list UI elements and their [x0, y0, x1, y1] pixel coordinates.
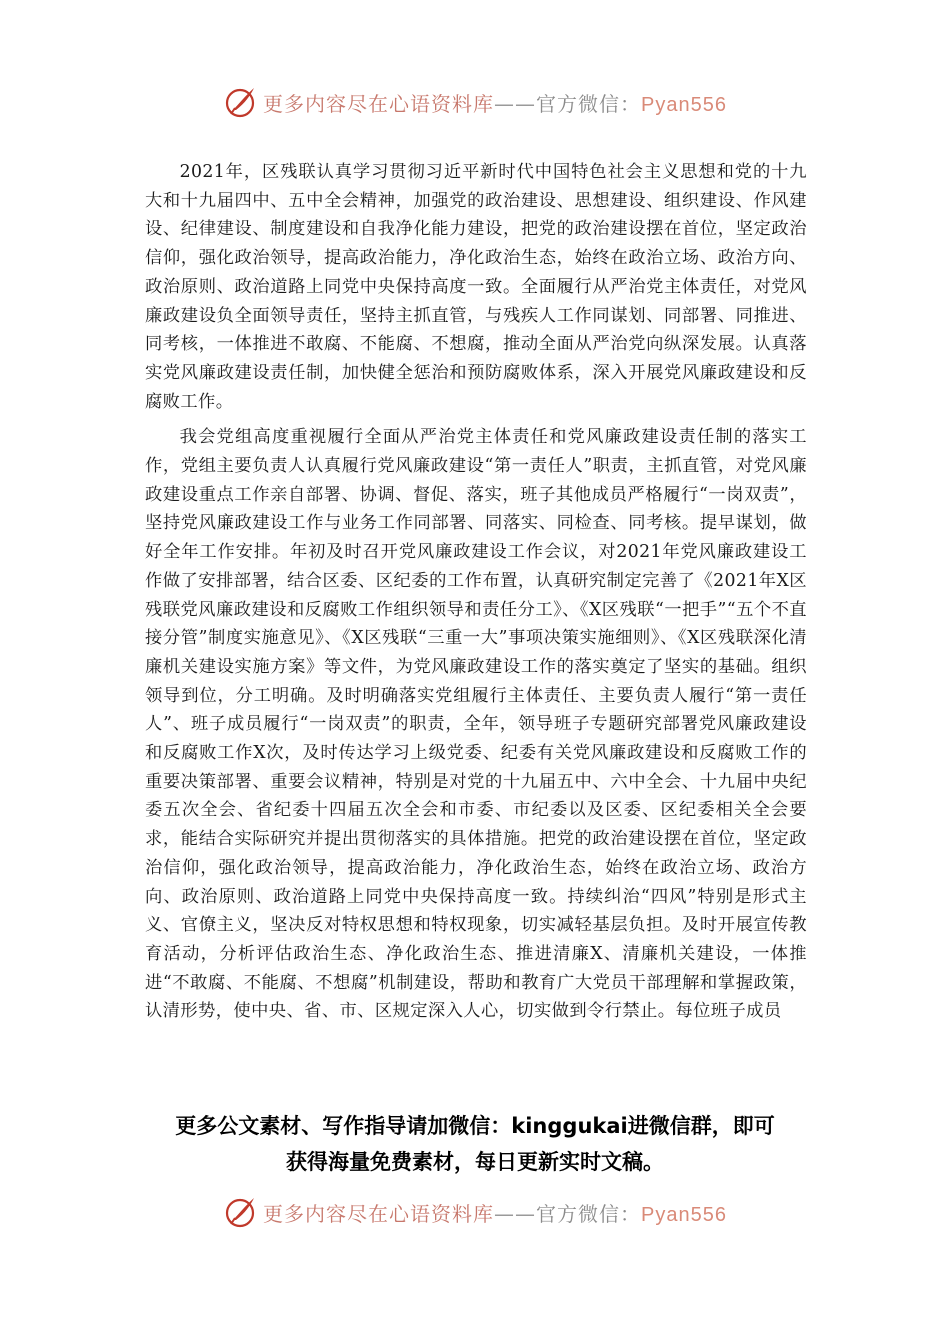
promo-line-1: 更多公文素材、写作指导请加微信：kinggukai进微信群，即可 — [175, 1114, 775, 1138]
quill-logo-icon — [223, 84, 259, 120]
banner-site-text: 更多内容尽在心语资料库 — [263, 1201, 495, 1226]
footer-banner — [0, 1190, 950, 1234]
banner-text — [263, 88, 727, 117]
body-paragraph: 我会党组高度重视履行全面从严治党主体责任和党风廉政建设责任制的落实工作，党组主要负责人认真履行党风廉政建设“第一责任人”职责，主抓直管，对党风廉政建设重点工作亲自部署、协调、督促、落实，班子其他成员严格履行“一岗双责”，坚持党风廉政建设工作与业务工作同部署、同落实、同检查、同考核。提早谋划，做好全年工作安排。年初及时召开党风廉政建设工作会议，对2021年党风廉政建设工作做了安排部署，结合区委、区纪委的工作布置，认真研究制定完善了《2021年X区残联党风廉政建设和反腐败工作组织领导和责任分工》、《X区残联“一把手”“五个不直接分管”制度实施意见》、《X区残联“三重一大”事项决策实施细则》、《X区残联深化清廉机关建设实施方案》等文件，为党风廉政建设工作的落实奠定了坚实的基础。组织领导到位，分工明确。及时明确落实党组履行主体责任、主要负责人履行“第一责任人”、班子成员履行“一岗双责”的职责，全年，领导班子专题研究部署党风廉政建设和反腐败工作X次，及时传达学习上级党委、纪委有关党风廉政建设和反腐败工作的重要决策部署、重要会议精神，特别是对党的十九届五中、六中全会、十九届中央纪委五次全会、省纪委十四届五次全会和市委、市纪委以及区委、区纪委相关全会要求，能结合实际研究并提出贯彻落实的具体措施。把党的政治建设摆在首位，坚定政治信仰，强化政治领导，提高政治能力，净化政治生态，始终在政治立场、政治方向、政治原则、政治道路上同党中央保持高度一致。持续纠治“四风”特别是形式主义、官僚主义，坚决反对特权思想和特权现象，切实减轻基层负担。及时开展宣传教育活动，分析评估政治生态、净化政治生态、推进清廉X、清廉机关建设，一体推进“不敢腐、不能腐、不想腐”机制建设，帮助和教育广大党员干部理解和掌握政策，认清形势，使中央、省、市、区规定深入人心，切实做到令行禁止。每位班子成员 — [145, 427, 807, 1022]
banner-text — [263, 1198, 727, 1227]
promo-line-2: 获得海量免费素材，每日更新实时文稿。 — [286, 1150, 664, 1174]
quill-logo-icon — [223, 1194, 259, 1230]
banner-separator: —— — [494, 91, 537, 116]
promo-notice — [120, 1108, 830, 1180]
banner-site-text: 更多内容尽在心语资料库 — [263, 91, 495, 116]
banner-wechat-id: Pyan556 — [641, 1203, 727, 1226]
banner-separator: —— — [494, 1201, 537, 1226]
banner-wechat-id: Pyan556 — [641, 93, 727, 116]
banner-wechat-label: 官方微信： — [536, 1201, 642, 1226]
banner-wechat-label: 官方微信： — [536, 91, 642, 116]
body-paragraph: 2021年，区残联认真学习贯彻习近平新时代中国特色社会主义思想和党的十九大和十九届四中、五中全会精神，加强党的政治建设、思想建设、组织建设、作风建设、纪律建设、制度建设和自我净化能力建设，把党的政治建设摆在首位，坚定政治信仰，强化政治领导，提高政治能力，净化政治生态，始终在政治立场、政治方向、政治原则、政治道路上同党中央保持高度一致。全面履行从严治党主体责任，对党风廉政建设负全面领导责任，坚持主抓直管，与残疾人工作同谋划、同部署、同推进、同考核，一体推进不敢腐、不能腐、不想腐，推动全面从严治党向纵深发展。认真落实党风廉政建设责任制，加快健全惩治和预防腐败体系，深入开展党风廉政建设和反腐败工作。 — [145, 162, 807, 412]
header-banner — [0, 80, 950, 124]
document-body — [145, 158, 807, 1033]
